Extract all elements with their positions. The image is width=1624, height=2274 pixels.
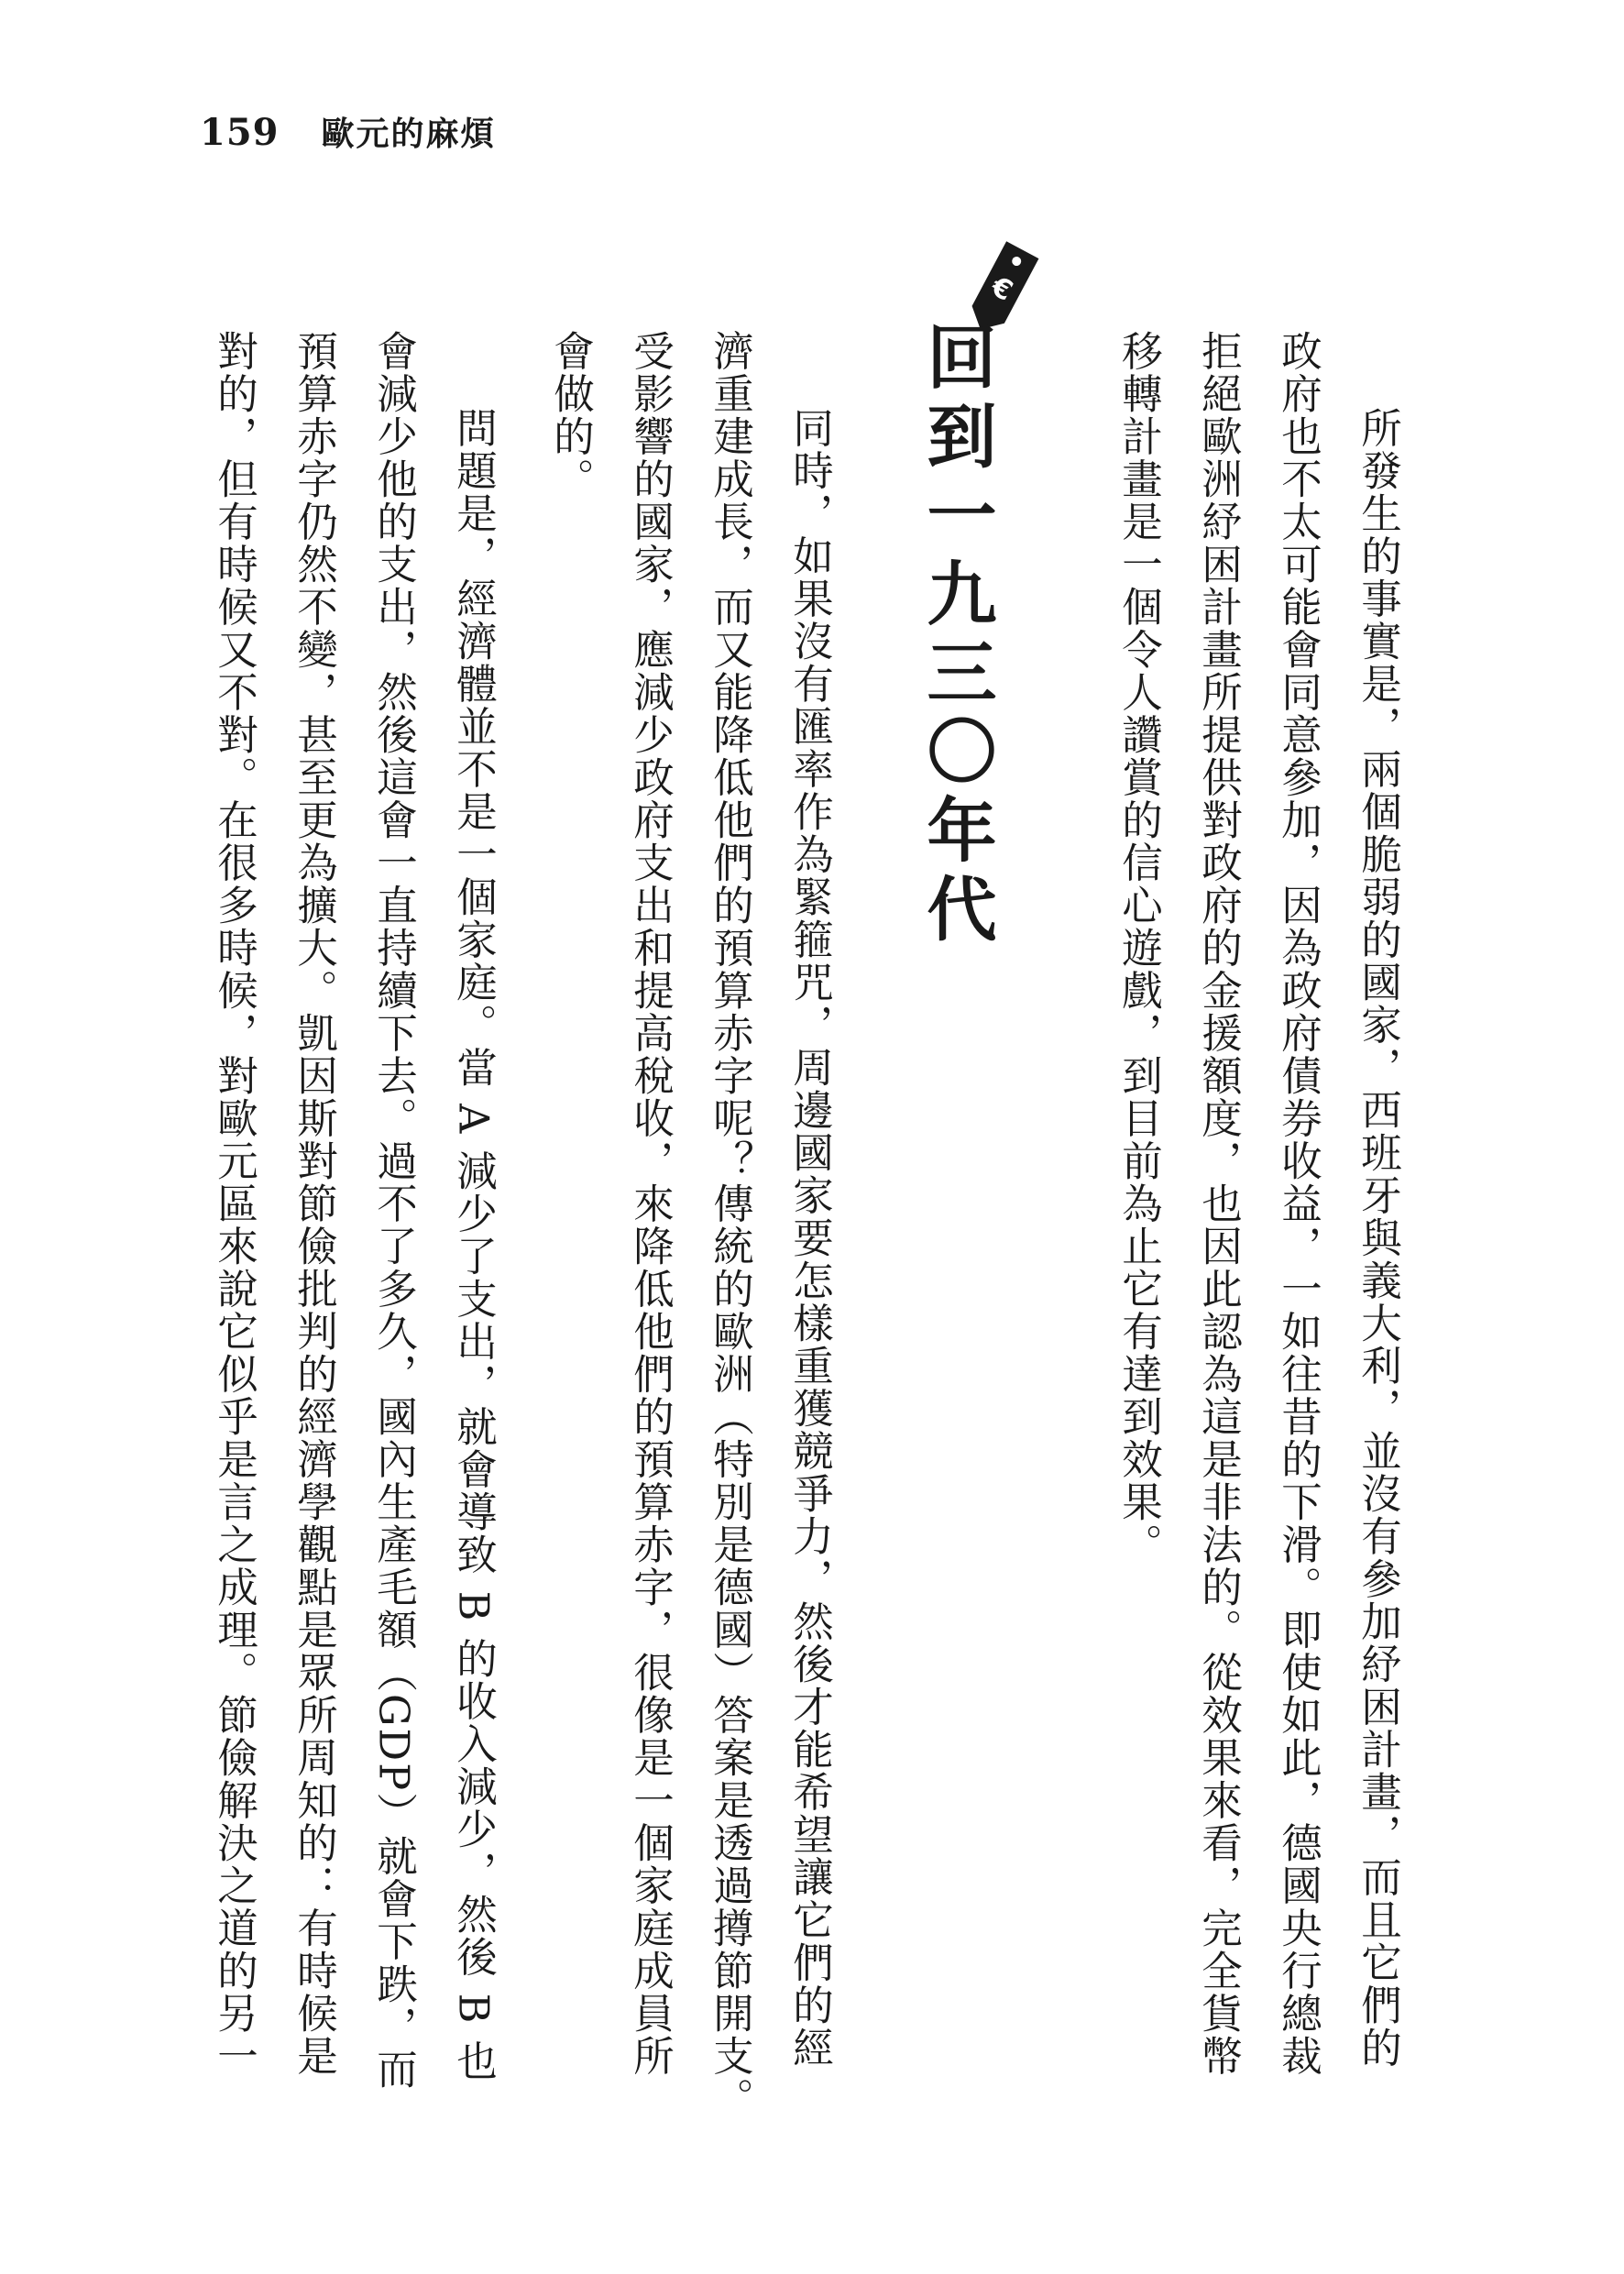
running-header <box>200 108 496 163</box>
text-column-3: 拒絕歐洲紓困計畫所提供對政府的金援額度，也因此認為這是非法的。從效果來看，完全貨幣 <box>1194 330 1242 2078</box>
svg-text:€: € <box>985 270 1018 308</box>
section-heading: 回到一九三〇年代 <box>916 321 997 951</box>
text-column-10: 會減少他的支出，然後這會一直持續下去。過不了多久，國內生產毛額（GDP）就會下跌，而 <box>369 330 417 2091</box>
text-column-7: 受影響的國家，應減少政府支出和提高稅收，來降低他們的預算赤字，很像是一個家庭成員所 <box>626 330 674 2078</box>
text-column-11: 預算赤字仍然不變，甚至更為擴大。凱因斯對節儉批判的經濟學觀點是眾所周知的：有時候是 <box>290 330 337 2078</box>
text-column-4: 移轉計畫是一個令人讚賞的信心遊戲，到目前為止它有達到效果。 <box>1114 330 1162 1566</box>
text-column-5: 同時，如果沒有匯率作為緊箍咒，周邊國家要怎樣重獲競爭力，然後才能希望讓它們的經 <box>785 407 833 2070</box>
text-column-2: 政府也不太可能會同意參加，因為政府債券收益，一如往昔的下滑。即使如此，德國央行總裁 <box>1274 330 1322 2078</box>
book-title: 歐元的麻煩 <box>321 115 496 153</box>
text-column-6: 濟重建成長，而又能降低他們的預算赤字呢？傳統的歐洲（特別是德國）答案是透過撙節開支。 <box>706 330 753 2120</box>
text-column-12: 對的，但有時候又不對。在很多時候，對歐元區來說它似乎是言之成理。節儉解決之道的另一 <box>210 330 258 2078</box>
text-column-9: 問題是，經濟體並不是一個家庭。當 A 減少了支出，就會導致 B 的收入減少，然後 B 也 <box>449 407 497 2082</box>
text-column-1: 所發生的事實是，兩個脆弱的國家，西班牙與義大利，並沒有參加紓困計畫，而且它們的 <box>1354 407 1401 2070</box>
page-number: 159 <box>200 111 280 154</box>
text-column-8: 會做的。 <box>546 330 594 500</box>
